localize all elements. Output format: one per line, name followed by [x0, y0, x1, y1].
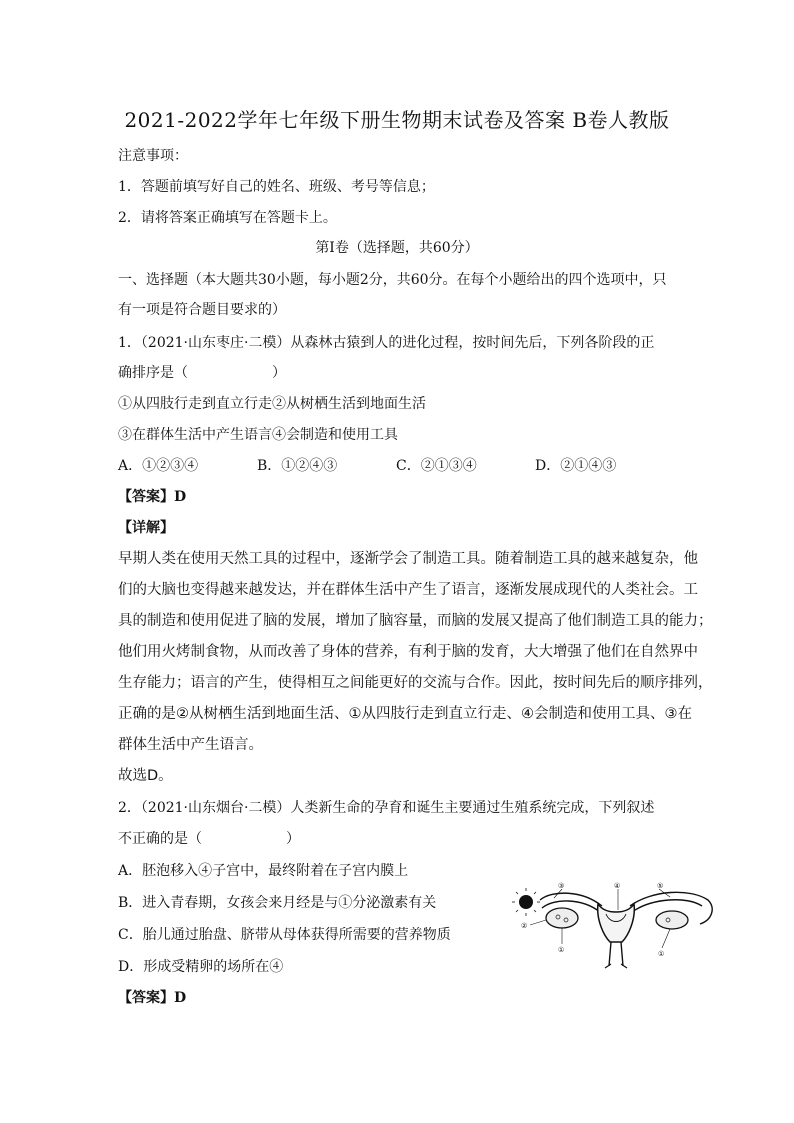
q1-detail-line: 正确的是②从树栖生活到地面生活、①从四肢行走到直立行走、④会制造和使用工具、③在	[118, 706, 692, 722]
q1-option-a: A．①②③④	[118, 458, 199, 474]
q2-stem-line: 2．（2021·山东烟台·二模）人类新生命的孕育和诞生主要通过生殖系统完成，下列叙述	[118, 800, 655, 816]
section-title: 第I卷（选择题，共60分）	[315, 240, 479, 256]
q1-option-d: D．②①④③	[535, 458, 617, 474]
q1-detail-line: 早期人类在使用天然工具的过程中，逐渐学会了制造工具。随着制造工具的越来越复杂，他	[118, 551, 698, 567]
q1-answer: 【答案】D	[118, 489, 187, 505]
diagram-label: ①	[558, 946, 565, 954]
q1-option-b: B．①②④③	[257, 458, 338, 474]
q2-option-d: D．形成受精卵的场所在④	[118, 959, 284, 975]
diagram-label: ④	[614, 882, 621, 890]
q2-option-b: B．进入青春期，女孩会来月经是与①分泌激素有关	[118, 895, 437, 911]
page-title: 2021-2022学年七年级下册生物期末试卷及答案 B卷人教版	[124, 108, 670, 132]
part-intro-line: 一、选择题（本大题共30小题，每小题2分，共60分。在每个小题给出的四个选项中，只	[118, 272, 667, 288]
notice-item: 1．答题前填写好自己的姓名、班级、考号等信息；	[118, 179, 435, 195]
diagram-label: ②	[521, 922, 528, 930]
q1-detail-line: 们的大脑也变得越来越发达，并在群体生活中产生了语言，逐渐发展成现代的人类社会。工	[118, 582, 698, 598]
right-ovary	[656, 911, 688, 929]
q1-statement: ①从四肢行走到直立行走②从树栖生活到地面生活	[118, 396, 426, 412]
q2-option-c: C．胎儿通过胎盘、脐带从母体获得所需要的营养物质	[118, 927, 451, 943]
notice-heading: 注意事项：	[118, 148, 188, 164]
reproductive-system-diagram	[512, 880, 720, 972]
q1-detail-line: 生存能力；语言的产生，使得相互之间能更好的交流与合作。因此，按时间先后的顺序排列，	[118, 675, 713, 691]
vagina	[609, 942, 623, 966]
uterus	[598, 904, 635, 942]
q1-detail-label: 【详解】	[118, 520, 174, 536]
q1-detail-line: 群体生活中产生语言。	[118, 737, 263, 753]
q2-stem-line: 不正确的是（ ）	[118, 831, 300, 847]
egg-cell	[519, 895, 533, 909]
part-intro-line: 有一项是符合题目要求的）	[118, 302, 286, 318]
q2-option-a: A．胚泡移入④子宫中，最终附着在子宫内膜上	[118, 863, 409, 879]
diagram-label: ①	[658, 950, 665, 958]
diagram-label: ③	[558, 882, 565, 890]
q1-option-c: C．②①③④	[396, 458, 477, 474]
q1-detail-line: 他们用火烤制食物，从而改善了身体的营养，有利于脑的发育，大大增强了他们在自然界中	[118, 644, 698, 660]
q1-stem-line: 1．（2021·山东枣庄·二模）从森林古猿到人的进化过程，按时间先后，下列各阶段的正	[118, 335, 655, 351]
notice-item: 2．请将答案正确填写在答题卡上。	[118, 210, 337, 226]
left-ovary	[546, 908, 578, 928]
q1-detail-line: 具的制造和使用促进了脑的发展，增加了脑容量，而脑的发展又提高了他们制造工具的能力；	[118, 613, 713, 629]
q1-conclusion: 故选D。	[118, 768, 173, 784]
q1-stem-line: 确排序是（ ）	[118, 365, 286, 381]
q2-answer: 【答案】D	[118, 990, 187, 1006]
q1-statement: ③在群体生活中产生语言④会制造和使用工具	[118, 427, 398, 443]
diagram-label: ⑤	[657, 882, 664, 890]
